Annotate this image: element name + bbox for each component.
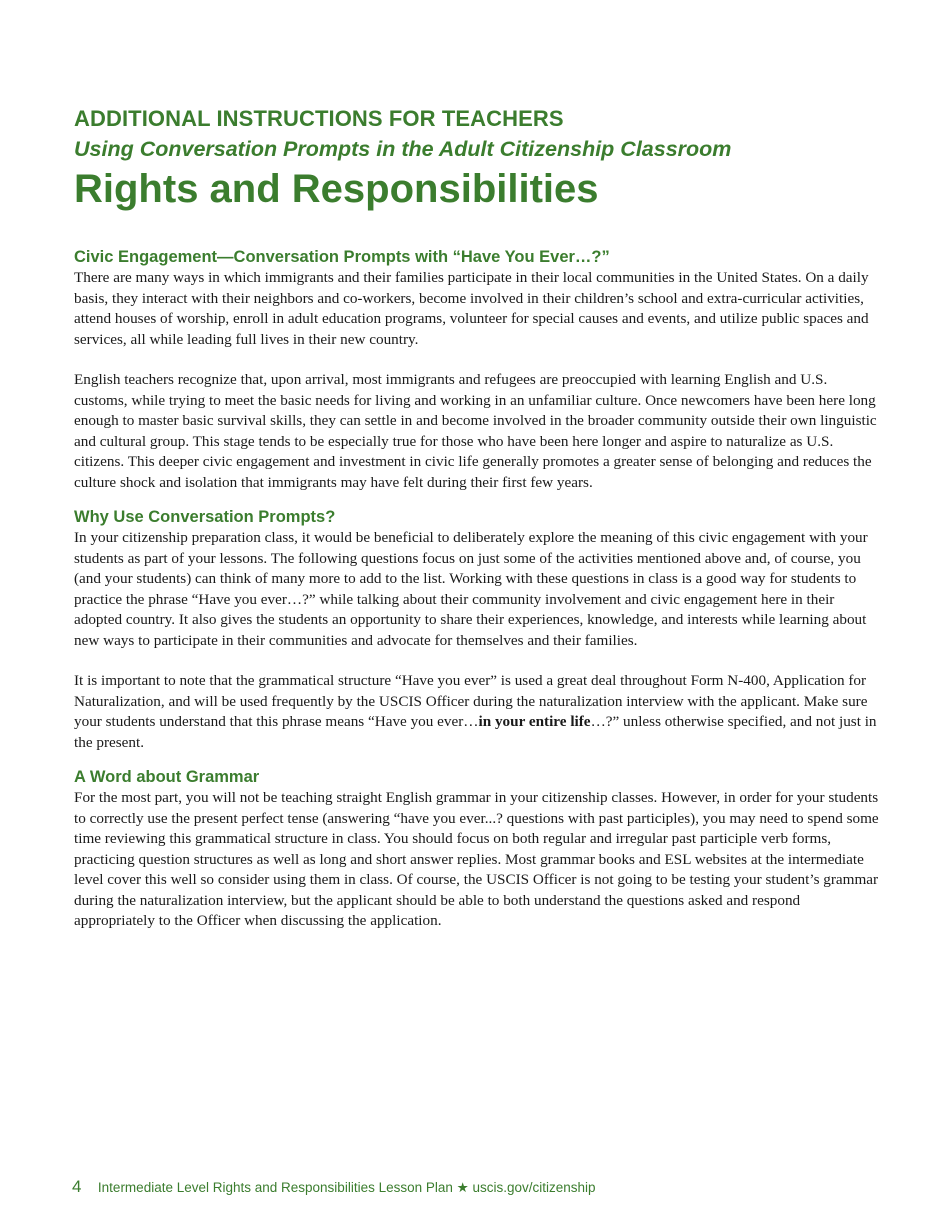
section-heading-why: Why Use Conversation Prompts? bbox=[74, 508, 336, 526]
article-body bbox=[74, 246, 880, 932]
section-why-prompts bbox=[74, 506, 880, 753]
header-kicker: ADDITIONAL INSTRUCTIONS FOR TEACHERS bbox=[74, 106, 564, 131]
paragraph-grammar-1: For the most part, you will not be teaching straight English grammar in your citizenship classes. However, in order for your students to correctly use the present perfect tense (answering “have you ever...? questions with past participles), you may need to spend some time reviewing this grammatical structure in class. You should focus on both regular and irregular past participle verb forms, practicing question structures as well as long and short answer replies. Most grammar books and ESL websites at the intermediate level cover this well so consider using them in class. Of course, the USCIS Officer is not going to be testing your student’s grammar during the naturalization interview, but the applicant should be able to both understand the questions asked and respond appropriately to the Officer when discussing the application. bbox=[74, 789, 879, 929]
footer-text: Intermediate Level Rights and Responsibilities Lesson Plan ★ uscis.gov/citizenship bbox=[97, 1180, 596, 1195]
paragraph-civic-1: There are many ways in which immigrants and their families participate in their local communities in the United States. On a daily basis, they interact with their neighbors and co-workers, become involved in their children’s school and extra-curricular activities, attend houses of worship, enroll in adult education programs, volunteer for special causes and events, and utilize public spaces and services, all while leading full lives in their new country. bbox=[74, 269, 869, 348]
paragraph-why-2-end: …?” unless otherwise specified, and not just in the present. bbox=[74, 713, 877, 751]
section-heading-grammar: A Word about Grammar bbox=[74, 768, 260, 786]
paragraph-why-2 bbox=[74, 671, 880, 753]
header-subtitle: Using Conversation Prompts in the Adult Citizenship Classroom bbox=[74, 137, 732, 161]
page-number: 4 bbox=[72, 1177, 82, 1196]
paragraph-why-2-emphasis: in your entire life bbox=[478, 713, 591, 730]
paragraph-civic-2: English teachers recognize that, upon arrival, most immigrants and refugees are preoccupied with learning English and U.S. customs, while trying to meet the basic needs for living and working in an unfamiliar culture. Once newcomers have been here long enough to master basic survival skills, they can settle in and become involved in the broader community outside their own linguistic and cultural group. This stage tends to be especially true for those who have been here longer and aspire to naturalize as U.S. citizens. This deeper civic engagement and investment in civic life generally promotes a greater sense of belonging and reduces the culture shock and isolation that immigrants may have felt during their first few years. bbox=[74, 371, 877, 491]
page-footer bbox=[72, 1177, 596, 1197]
section-grammar bbox=[74, 766, 880, 932]
section-civic-engagement bbox=[74, 246, 880, 493]
page-title: Rights and Responsibilities bbox=[74, 167, 599, 211]
section-heading-civic: Civic Engagement—Conversation Prompts with “Have You Ever…?” bbox=[74, 248, 610, 266]
paragraph-why-2-start: It is important to note that the grammatical structure “Have you ever” is used a great deal throughout Form N-400, Application for Naturalization, and will be used frequently by the USCIS Officer during the naturalization interview with the applicant. Make sure your students understand that this phrase means “Have you ever… bbox=[74, 672, 868, 730]
paragraph-why-1: In your citizenship preparation class, it would be beneficial to deliberately explore the meaning of this civic engagement with your students as part of your lessons. The following questions focus on just some of the activities mentioned above and, of course, you (and your students) can think of many more to add to the list. Working with these questions in class is a good way for students to practice the phrase “Have you ever…?” while talking about their community involvement and civic engagement here in their adopted country. It also gives the students an opportunity to share their experiences, knowledge, and interests while learning about new ways to participate in their communities and advocate for themselves and their families. bbox=[74, 529, 868, 649]
